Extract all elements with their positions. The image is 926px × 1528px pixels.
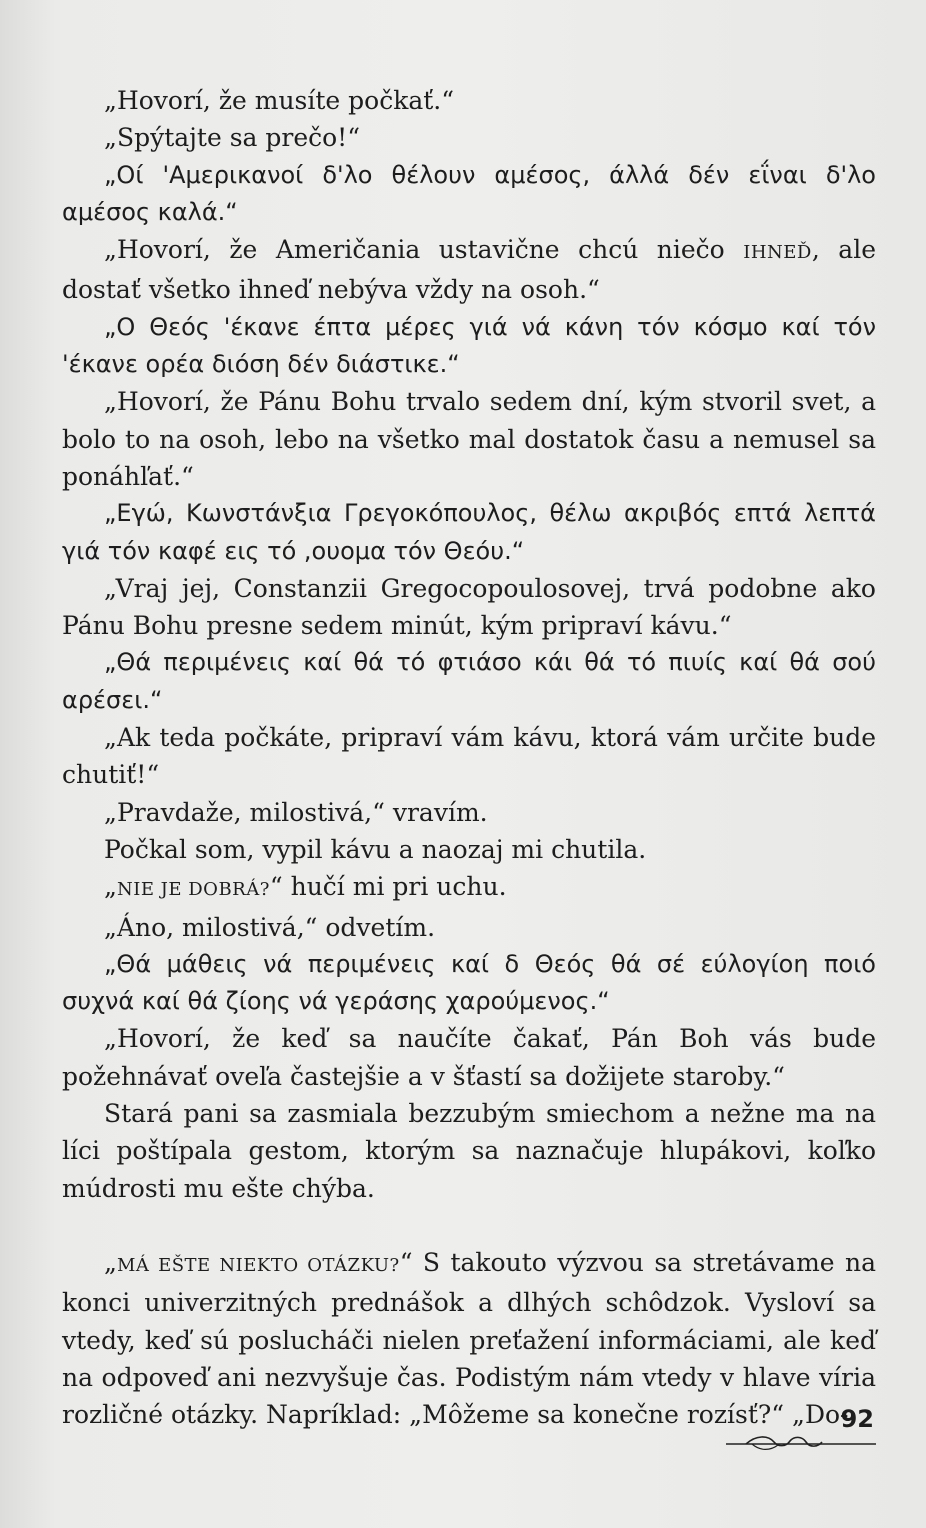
paragraph: „Ak teda počkáte, pripraví vám kávu, ktorá vám určite bude chutiť!“ bbox=[62, 723, 876, 790]
paragraph-greek: „Εγώ, Κωνστάνξια Γρεγοκόπουλος, θέλω ακριβός επτά λεπτά γιά τόν καφέ εις τό ,ουομα τόν Θεόυ.“ bbox=[62, 499, 876, 565]
paragraph: „Hovorí, že musíte počkať.“ bbox=[104, 86, 455, 115]
page-number: 92 bbox=[840, 1405, 874, 1433]
paragraph: „Hovorí, že keď sa naučíte čakať, Pán Boh vás bude požehnávať oveľa častejšie a v šťastí sa dožijete staroby.“ bbox=[62, 1024, 876, 1091]
small-caps-text: MÁ EŠTE NIEKTO OTÁZKU? bbox=[116, 1254, 400, 1276]
paragraph-greek: „Θά μάθεις νά περιμένεις καί δ Θεός θά σέ εύλογίοη ποιό συχνά καί θά ζίοης νά γεράσης χαρούμενος.“ bbox=[62, 949, 876, 1016]
paragraph: Počkal som, vypil kávu a naozaj mi chutila. bbox=[104, 834, 647, 864]
paragraph-greek: „Θά περιμένεις καί θά τό φτιάσο κάι θά τό πιυίς καί θά σού αρέσει.“ bbox=[62, 648, 876, 714]
small-caps-text: NIE JE DOBRÁ? bbox=[116, 879, 270, 901]
paragraph-greek: „Ο Θεός 'έκανε έπτα μέρες γιά νά κάνη τόν κόσμο καί τόν 'έκανε ορέα διόση δέν διάστικε.“ bbox=[62, 312, 876, 379]
small-caps-text: IHNEĎ bbox=[743, 242, 812, 264]
ornament-flourish-icon bbox=[726, 1433, 876, 1453]
paragraph: „Hovorí, že Pánu Bohu trvalo sedem dní, kým stvoril svet, a bolo to na osoh, lebo na všetko mal dostatok času a nemusel sa ponáhľať.“ bbox=[62, 387, 876, 491]
paragraph: Stará pani sa zasmiala bezzubým smiechom a nežne ma na líci poštípala gestom, ktorým sa naznačuje hlupákovi, koľko múdrosti mu ešte chýba. bbox=[62, 1099, 876, 1203]
paragraph: „Áno, milostivá,“ odvetím. bbox=[104, 912, 436, 942]
paragraph-greek: „Οί 'Αμερικανοί δ'λο θέλουν αμέσος, άλλά δέν εΐναι δ'λο αμέσος καλά.“ bbox=[62, 160, 876, 226]
paragraph: „MÁ EŠTE NIEKTO OTÁZKU?“ S takouto výzvou sa stretávame na konci univerzitných prednášok a dlhých schôdzok. Vysloví sa vtedy, keď sú poslucháči nielen preťažení informáciami, ale keď na odpoveď ani nezvyšuje čas. Podistým nám vtedy v hlave víria rozličné otázky. Napríklad: „Môžeme sa konečne rozísť?“ „Do- bbox=[62, 1247, 876, 1430]
paragraph: „Vraj jej, Constanzii Gregocopoulosovej, trvá podobne ako Pánu Bohu presne sedem minút, kým pripraví kávu.“ bbox=[62, 573, 876, 641]
paragraph: „Hovorí, že Američania ustavične chcú niečo IHNEĎ, ale dostať všetko ihneď nebýva vždy na osoh.“ bbox=[62, 235, 876, 305]
paragraph: „Pravdaže, milostivá,“ vravím. bbox=[104, 797, 488, 827]
paragraph: „NIE JE DOBRÁ?“ hučí mi pri uchu. bbox=[104, 872, 507, 902]
body-text bbox=[62, 82, 876, 1433]
paragraph: „Spýtajte sa prečo!“ bbox=[104, 123, 361, 153]
